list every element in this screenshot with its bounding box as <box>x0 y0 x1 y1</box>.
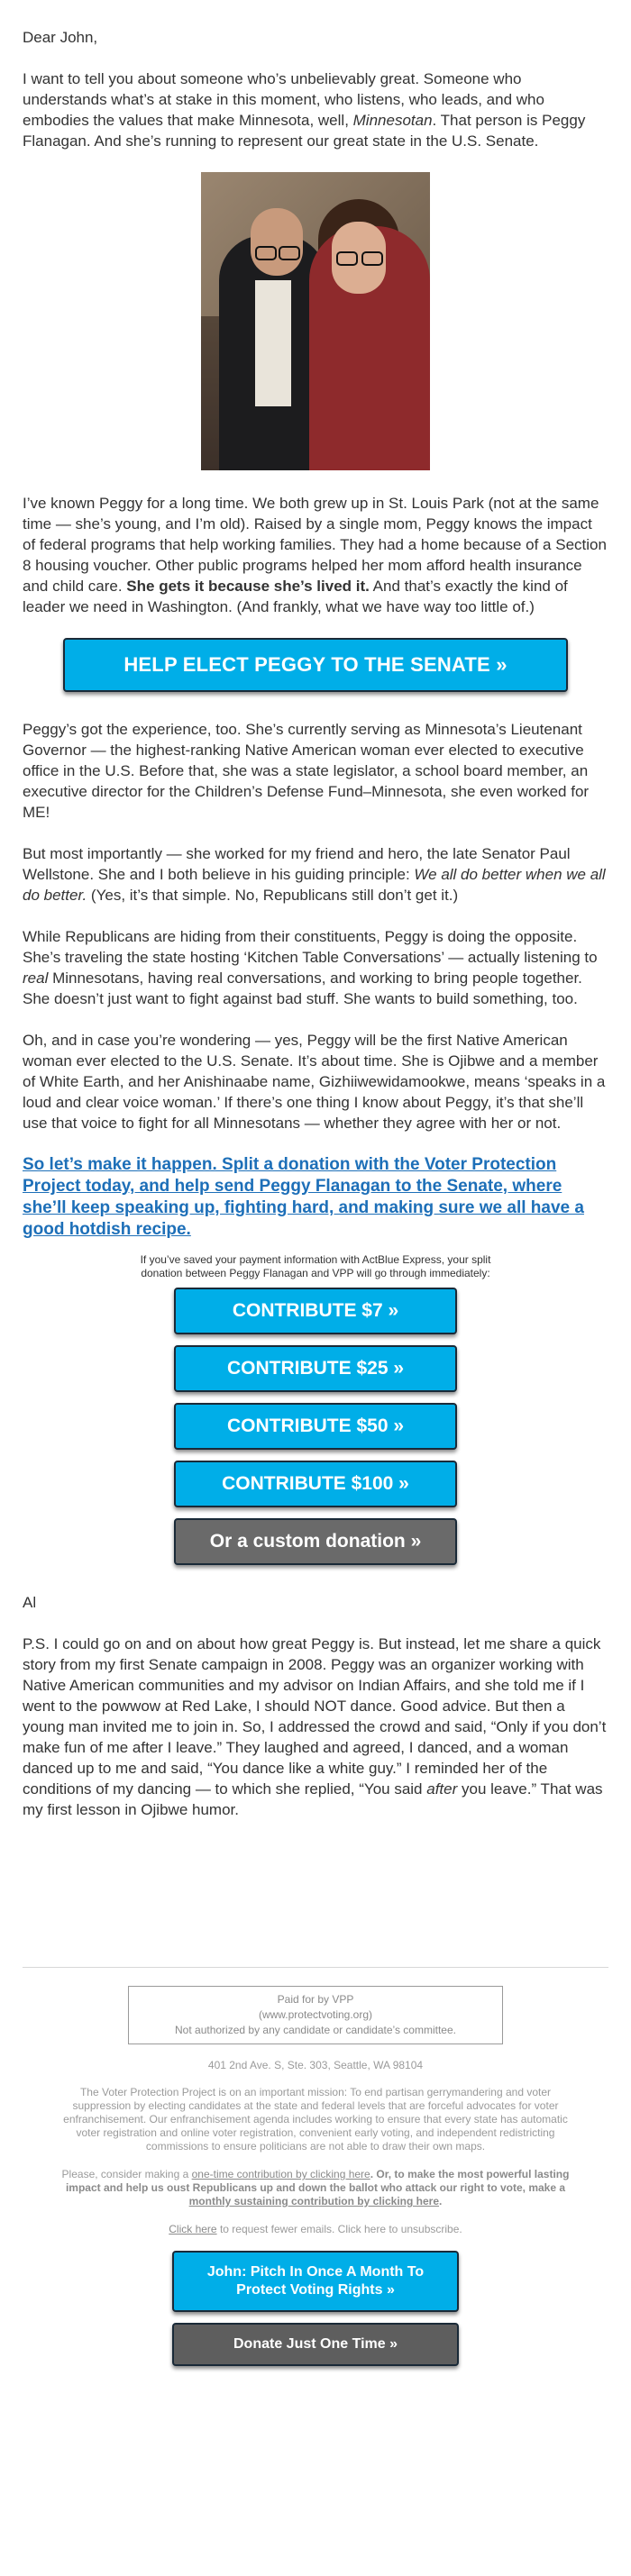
footer-address: 401 2nd Ave. S, Ste. 303, Seattle, WA 98104 <box>207 2059 424 2071</box>
intro-text-2: . That person is Peggy Flanagan. And she’s running to represent our great state in the U.S. Senate. <box>23 112 586 150</box>
republicans-text-1: While Republicans are hiding from their constituents, Peggy is doing the opposite. She’s traveling the state hosting ‘Kitchen Table Conversations’ — actually listening to <box>23 928 598 966</box>
monthly-pitch-in-button[interactable]: John: Pitch In Once A Month To Protect Voting Rights » <box>172 2251 459 2312</box>
intro-italic: Minnesotan <box>352 112 433 129</box>
spacer <box>23 1841 608 1967</box>
help-elect-peggy-button[interactable]: HELP ELECT PEGGY TO THE SENATE » <box>63 638 568 692</box>
paid-by-text: Paid for by VPP <box>277 1993 354 2006</box>
consider-contribution-text <box>54 2168 577 2208</box>
contribute-50-button[interactable]: CONTRIBUTE $50 » <box>174 1403 457 1450</box>
contribute-100-button[interactable]: CONTRIBUTE $100 » <box>174 1461 457 1507</box>
consider-end: . <box>439 2195 443 2207</box>
native-paragraph: Oh, and in case you’re wondering — yes, Peggy will be the first Native American woman ever elected to the U.S. Senate. It’s about time. She is Ojibwe and a member of White Earth, and her Anishinaabe name, Gizhiiwewidamookwe, means ‘speaks in a loud and clear voice woman.’ If there’s one thing I know about Peggy, it’s that she’ll use that voice to fight for all Minnesotans — whether they agree with her or not. <box>23 1032 606 1132</box>
footer-divider <box>23 1967 608 1968</box>
not-authorized-text: Not authorized by any candidate or candidate’s committee. <box>175 2024 456 2036</box>
email-preferences <box>54 2223 577 2236</box>
photo-container <box>23 172 608 475</box>
vpp-website-link[interactable]: (www.protectvoting.org) <box>258 2008 373 2021</box>
wellstone-italic: We all do better when we all do better. <box>23 866 606 904</box>
consider-mid: . Or, to make the most powerful lasting impact and help us oust Republicans up and down the ballot who attack our right to vote, make a <box>65 2168 570 2194</box>
republicans-text-2: Minnesotans, having real conversations, and working to bring people together. She doesn’t just want to fight against bad stuff. She wants to build something, too. <box>23 969 582 1007</box>
fewer-emails-text: to request fewer emails. Click here to unsubscribe. <box>216 2223 462 2235</box>
consider-pre: Please, consider making a <box>61 2168 192 2180</box>
republicans-italic: real <box>23 969 49 987</box>
known-paragraph <box>23 493 608 617</box>
fewer-emails-link[interactable]: Click here <box>169 2223 217 2235</box>
one-time-contribution-link[interactable]: one-time contribution by clicking here <box>191 2168 370 2180</box>
ps-paragraph <box>23 1634 608 1820</box>
experience-paragraph: Peggy’s got the experience, too. She’s currently serving as Minnesota’s Lieutenant Governor — the highest-ranking Native American woman ever elected to executive office in the U.S. Before that, she was a state legislator, a school board member, an executive director for the Children’s Defense Fund–Minnesota, she even worked for ME! <box>23 721 590 821</box>
greeting: Dear John, <box>23 29 98 46</box>
known-text-1: I’ve known Peggy for a long time. We both grew up in St. Louis Park (not at the same time — she’s young, and I’m old). Raised by a single mom, Peggy knows the impact of federal programs that help working families. They had a home because of a Section 8 housing voucher. Other public programs helped her mom afford health insurance and child care. <box>23 495 607 595</box>
split-donation-link[interactable]: So let’s make it happen. Split a donation with the Voter Protection Project today, and help send Peggy Flanagan to the Senate, where she’ll keep speaking up, fighting hard, and making sure we all have a good hotdish recipe. <box>23 1155 584 1239</box>
intro-text-1: I want to tell you about someone who’s unbelievably great. Someone who understands what’s at stake in this moment, who listens, who leads, and who embodies the values that make Minnesota, well, <box>23 70 544 129</box>
contribute-7-button[interactable]: CONTRIBUTE $7 » <box>174 1288 457 1334</box>
mission-statement: The Voter Protection Project is on an important mission: To end partisan gerrymandering and voter suppression by electing candidates at the state and federal levels that are forceful advocates for voter enfranchisement. Our enfranchisement agenda includes working to ensure that every state has automatic voter registration and online voter registration, convenient early voting, and independent redistricting commissions to ensure politicians are not able to draw their own maps. <box>63 2086 568 2153</box>
wellstone-text-1: But most importantly — she worked for my friend and hero, the late Senator Paul Wellstone. She and I both believe in his guiding principle: <box>23 845 571 883</box>
known-text-2: And that’s exactly the kind of leader we need in Washington. (And frankly, what we have way too little of.) <box>23 578 568 615</box>
actblue-express-note: If you’ve saved your payment information with ActBlue Express, your split donation between Peggy Flanagan and VPP will go through immediately: <box>140 1253 491 1279</box>
signature: Al <box>23 1594 37 1611</box>
ps-italic: after <box>426 1780 458 1798</box>
intro-paragraph <box>23 68 608 151</box>
monthly-contribution-link[interactable]: monthly sustaining contribution by clicking here <box>188 2195 439 2207</box>
donate-one-time-button[interactable]: Donate Just One Time » <box>172 2323 459 2366</box>
contribute-25-button[interactable]: CONTRIBUTE $25 » <box>174 1345 457 1392</box>
custom-donation-button[interactable]: Or a custom donation » <box>174 1518 457 1565</box>
ps-text-2: you leave.” That was my first lesson in Ojibwe humor. <box>23 1780 603 1818</box>
paid-for-box <box>128 1986 503 2044</box>
franken-flanagan-photo[interactable] <box>201 172 430 470</box>
email-body <box>0 27 631 1967</box>
wellstone-text-2: (Yes, it’s that simple. No, Republicans still don’t get it.) <box>87 887 459 904</box>
ps-text-1: P.S. I could go on and on about how great Peggy is. But instead, let me share a quick story from my first Senate campaign in 2008. Peggy was an organizer working with Native American communities and my advisor on Indian Affairs, and she told me if I went to the powwow at Red Lake, I should NOT dance. Good advice. But then a young man invited me to join in. So, I addressed the crowd and said, “Only if you don’t make fun of me after I leave.” They laughed and agreed, I danced, and a woman danced up to me and said, “You dance like a white guy.” I reminded her of the conditions of my dancing — to which she replied, “You said <box>23 1635 607 1798</box>
known-bold: She gets it because she’s lived it. <box>126 578 370 595</box>
republicans-paragraph <box>23 926 608 1009</box>
wellstone-paragraph <box>23 843 608 906</box>
donate-link-paragraph <box>23 1154 608 1241</box>
